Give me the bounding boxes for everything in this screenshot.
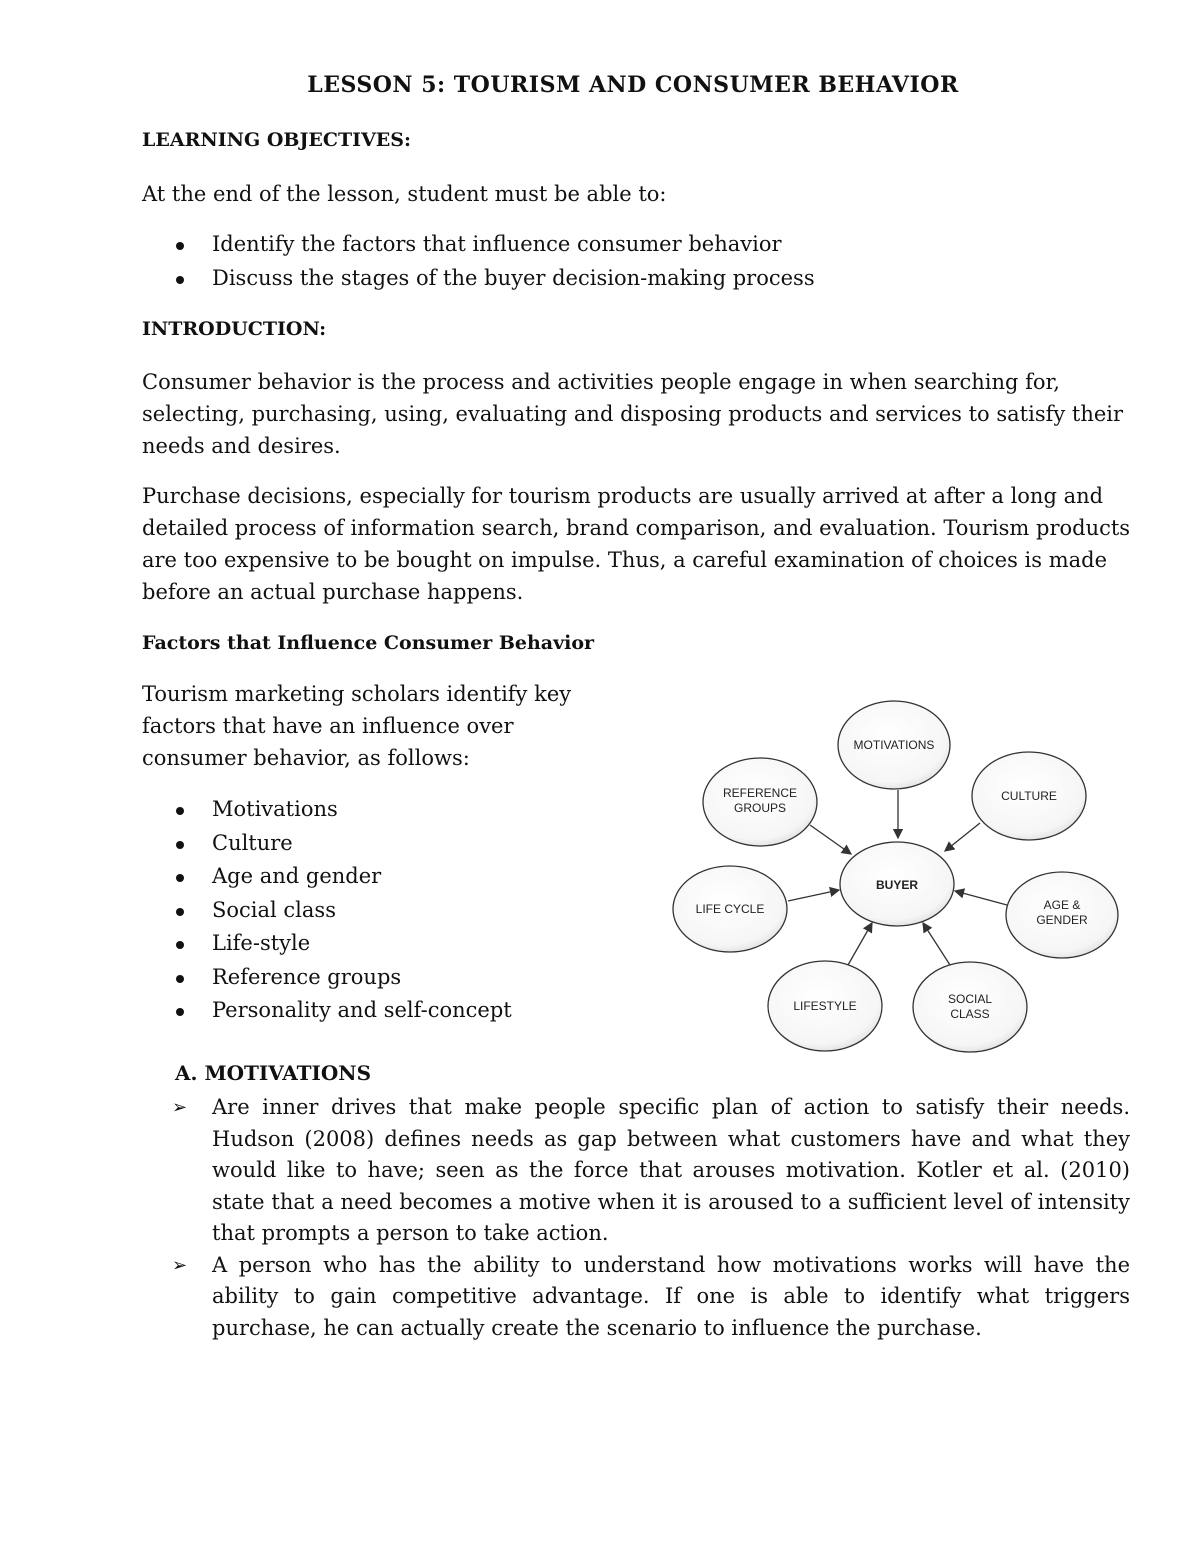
node-label: MOTIVATIONS bbox=[853, 738, 935, 752]
consumer-behavior-diagram bbox=[665, 695, 1130, 1060]
arrow-life-cycle bbox=[788, 890, 839, 901]
objectives-intro: At the end of the lesson, student must be able to: bbox=[142, 182, 667, 206]
culture-node bbox=[972, 752, 1086, 840]
list-item: Discuss the stages of the buyer decision-making process bbox=[142, 262, 815, 296]
list-item: Reference groups bbox=[142, 961, 512, 995]
list-item: Social class bbox=[142, 894, 512, 928]
factors-intro: Tourism marketing scholars identify key factors that have an influence over consumer behavior, as follows: bbox=[142, 682, 572, 770]
list-item-text: A person who has the ability to understand how motivations works will have the ability to gain competitive advantage. If one is able to identify what triggers purchase, he can actually create the scenario to influence the purchase. bbox=[212, 1252, 1130, 1340]
paragraph: Consumer behavior is the process and activities people engage in when searching for, selecting, purchasing, using, evaluating and disposing products and services to satisfy their needs and desires. bbox=[142, 370, 1124, 458]
node-label: CULTURE bbox=[1001, 789, 1057, 803]
node-label: SOCIAL bbox=[947, 992, 993, 1006]
arrow-bullet-icon: ➢ bbox=[172, 1254, 188, 1276]
list-item: Personality and self-concept bbox=[142, 994, 512, 1028]
introduction-heading: INTRODUCTION: bbox=[142, 318, 327, 340]
list-item bbox=[172, 1092, 1130, 1250]
arrow-age-gender bbox=[955, 891, 1007, 905]
list-item: Identify the factors that influence consumer behavior bbox=[142, 228, 815, 262]
factors-heading: Factors that Influence Consumer Behavior bbox=[142, 632, 595, 654]
node-label: LIFE CYCLE bbox=[695, 902, 765, 916]
node-label: CLASS bbox=[950, 1007, 990, 1021]
list-item bbox=[172, 1250, 1130, 1345]
age-gender-node bbox=[1006, 872, 1118, 958]
motivations-list bbox=[172, 1092, 1130, 1344]
paragraph: Purchase decisions, especially for tourism products are usually arrived at after a long and detailed process of information search, brand comparison, and evaluation. Tourism products are too expensive to be bought on impulse. Thus, a careful examination of choices is made before an actual purchase happens. bbox=[142, 484, 1131, 604]
list-item-text: Are inner drives that make people specific plan of action to satisfy their needs. Hudson (2008) defines needs as gap between what customers have and what they would like to have; seen as the force that arouses motivation. Kotler et al. (2010) state that a need becomes a motive when it is aroused to a sufficient level of intensity that prompts a person to take action. bbox=[212, 1095, 1130, 1245]
motivations-heading: A. MOTIVATIONS bbox=[175, 1061, 372, 1085]
node-label: AGE & bbox=[1043, 898, 1081, 912]
reference-groups-node bbox=[703, 758, 817, 846]
list-item: Culture bbox=[142, 827, 512, 861]
social-class-node bbox=[913, 962, 1027, 1052]
arrow-culture bbox=[945, 823, 980, 851]
life-cycle-node bbox=[673, 866, 787, 952]
arrow-bullet-icon: ➢ bbox=[172, 1097, 188, 1118]
motivations-node bbox=[838, 701, 950, 789]
lesson-title: LESSON 5: TOURISM AND CONSUMER BEHAVIOR bbox=[307, 72, 959, 98]
list-item: Life-style bbox=[142, 927, 512, 961]
buyer-label: BUYER bbox=[875, 878, 919, 892]
introduction-body bbox=[142, 366, 1142, 608]
lifestyle-node bbox=[768, 961, 882, 1051]
node-label: REFERENCE bbox=[722, 786, 798, 800]
list-item: Age and gender bbox=[142, 860, 512, 894]
factors-list bbox=[142, 793, 512, 1028]
node-label: GROUPS bbox=[733, 801, 787, 815]
objectives-heading: LEARNING OBJECTIVES: bbox=[142, 129, 412, 151]
arrow-reference-groups bbox=[810, 825, 851, 854]
list-item: Motivations bbox=[142, 793, 512, 827]
objectives-list bbox=[142, 228, 815, 295]
arrow-lifestyle bbox=[848, 923, 872, 965]
node-label: LIFESTYLE bbox=[793, 999, 857, 1013]
node-label: GENDER bbox=[1036, 913, 1088, 927]
arrow-social-class bbox=[923, 923, 950, 965]
